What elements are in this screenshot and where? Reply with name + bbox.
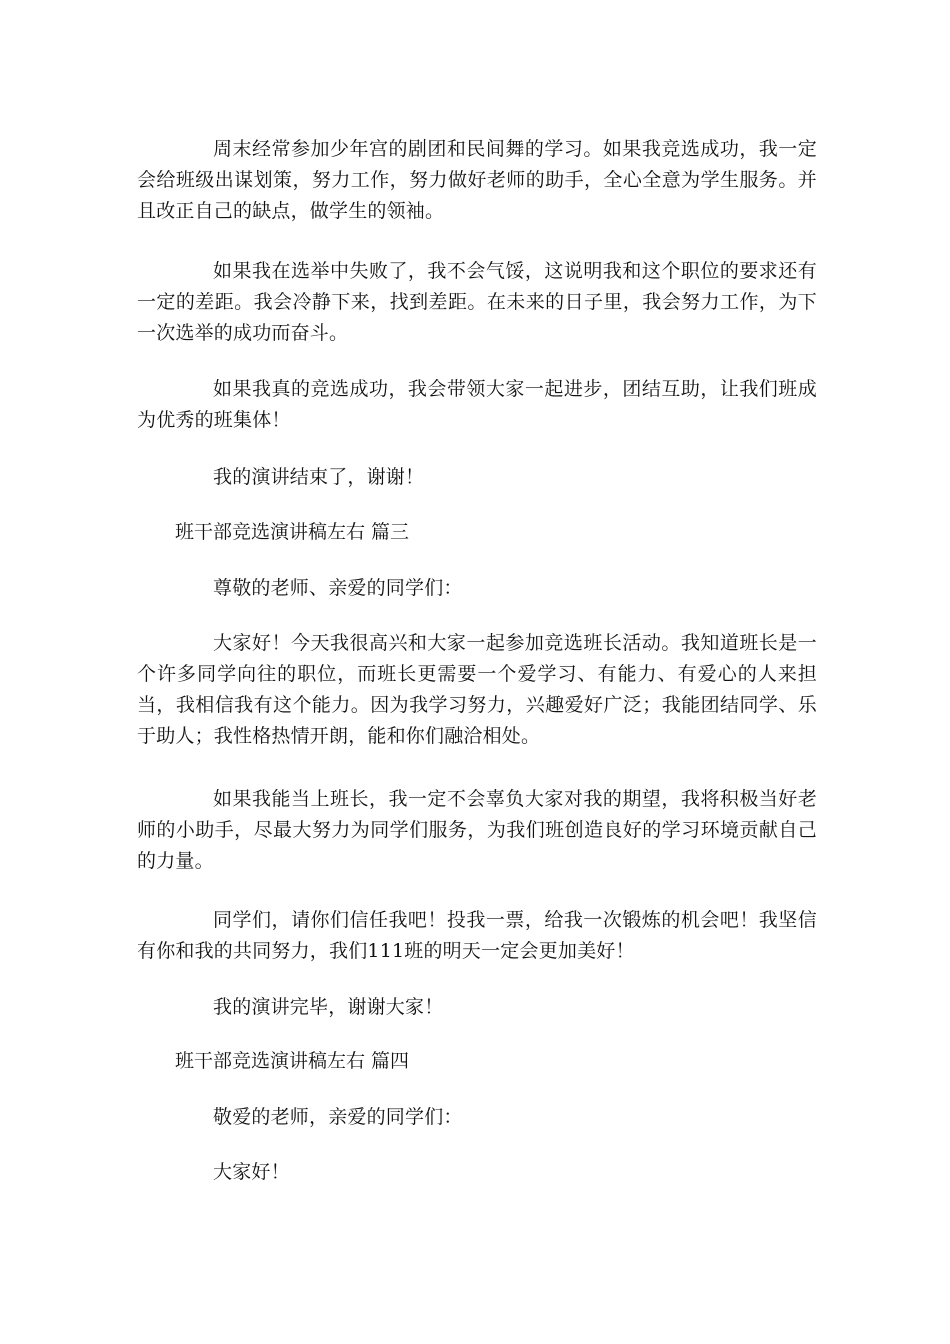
paragraph: 大家好！ bbox=[213, 1161, 290, 1183]
paragraph: 敬爱的老师，亲爱的同学们： bbox=[213, 1106, 463, 1128]
paragraph: 周末经常参加少年宫的剧团和民间舞的学习。如果我竞选成功，我一定会给班级出谋划策，努力工作，努力做好老师的助手，全心全意为学生服务。并且改正自己的缺点，做学生的领袖。 bbox=[137, 138, 817, 222]
paragraph: 如果我真的竞选成功，我会带领大家一起进步，团结互助，让我们班成为优秀的班集体！ bbox=[137, 378, 817, 431]
paragraph: 如果我在选举中失败了，我不会气馁，这说明我和这个职位的要求还有一定的差距。我会冷静下来，找到差距。在未来的日子里，我会努力工作，为下一次选举的成功而奋斗。 bbox=[137, 260, 817, 344]
section-heading: 班干部竞选演讲稿左右 篇四 bbox=[175, 1050, 410, 1072]
paragraph: 同学们，请你们信任我吧！投我一票，给我一次锻炼的机会吧！我坚信有你和我的共同努力，我们111班的明天一定会更加美好！ bbox=[137, 909, 817, 962]
paragraph: 我的演讲结束了，谢谢！ bbox=[213, 466, 425, 488]
paragraph: 尊敬的老师、亲爱的同学们： bbox=[213, 577, 463, 599]
section-heading: 班干部竞选演讲稿左右 篇三 bbox=[175, 521, 410, 543]
paragraph: 大家好！今天我很高兴和大家一起参加竞选班长活动。我知道班长是一个许多同学向往的职位，而班长更需要一个爱学习、有能力、有爱心的人来担当，我相信我有这个能力。因为我学习努力，兴趣爱好广泛；我能团结同学、乐于助人；我性格热情开朗，能和你们融洽相处。 bbox=[137, 632, 817, 747]
paragraph: 如果我能当上班长，我一定不会辜负大家对我的期望，我将积极当好老师的小助手，尽最大努力为同学们服务，为我们班创造良好的学习环境贡献自己的力量。 bbox=[137, 788, 817, 872]
paragraph: 我的演讲完毕，谢谢大家！ bbox=[213, 996, 444, 1018]
